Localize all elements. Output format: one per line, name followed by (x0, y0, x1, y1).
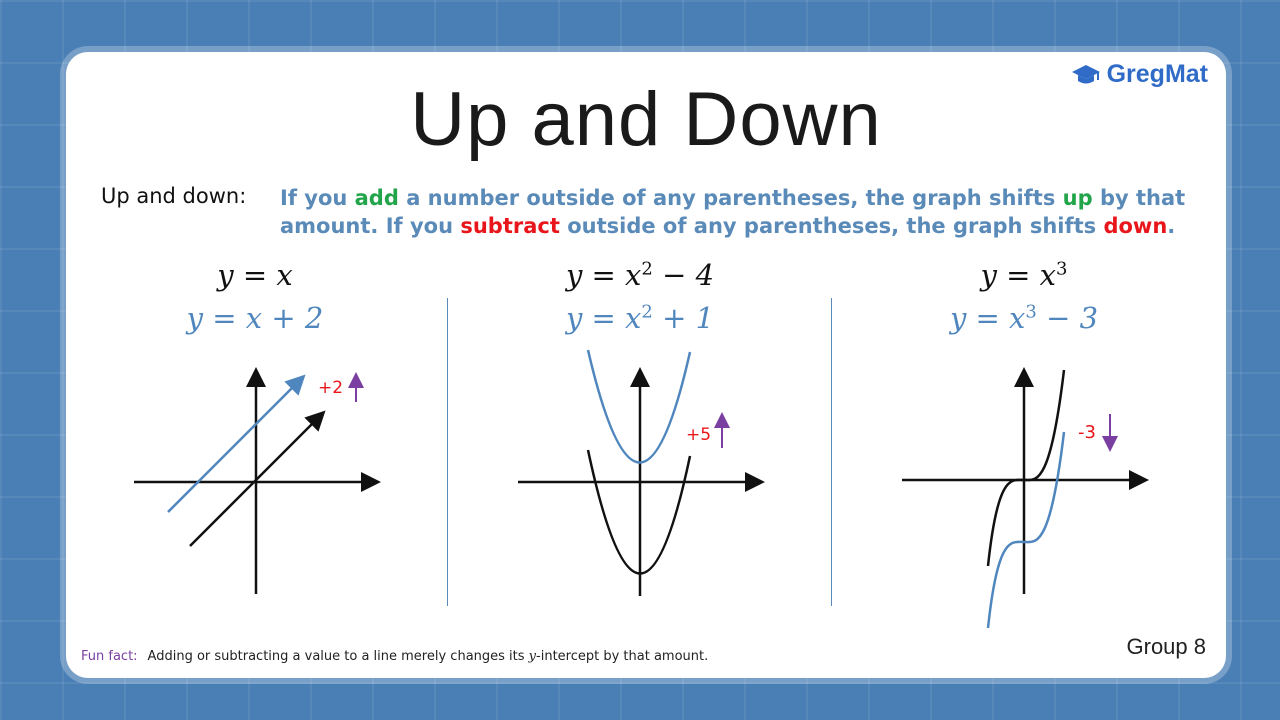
rule-word-subtract: subtract (460, 214, 560, 238)
panel-divider-1 (447, 298, 448, 606)
original-cubic (988, 370, 1064, 566)
shifted-cubic (988, 432, 1064, 628)
rule-text-4: outside of any parentheses, the graph shifts (559, 214, 1104, 238)
graph-linear (126, 362, 386, 602)
graph-cubic (894, 362, 1154, 632)
shifted-line (168, 378, 302, 512)
shift-label: +5 (686, 425, 712, 445)
rule-text-1: If you (280, 186, 355, 210)
slide-card (66, 52, 1226, 678)
logo-text: GregMat (1106, 60, 1208, 88)
panel-1-shifted-equation: y = x + 2 (186, 301, 324, 335)
panel-3-shifted-equation: $y = x^3 - 3$ (949, 301, 1099, 335)
fun-fact-text-1: Adding or subtracting a value to a line merely changes its (147, 649, 529, 664)
rule-word-add: add (354, 186, 399, 210)
rule-text-2: a number outside of any parentheses, the graph shifts (398, 186, 1063, 210)
panel-3-original-equation: $y = x^3$ (980, 258, 1068, 292)
panel-divider-2 (831, 298, 832, 606)
slide-title: Up and Down (410, 77, 882, 162)
fun-fact (81, 649, 708, 664)
graph-quadratic (510, 348, 770, 608)
shift-label: -3 (1078, 422, 1096, 443)
rule-text (280, 184, 1200, 240)
panel-2-shifted-equation: $y = x^2 + 1$ (565, 301, 715, 335)
fun-fact-variable: y (528, 649, 537, 664)
rule-label: Up and down: (101, 184, 247, 208)
rule-word-up: up (1062, 186, 1093, 210)
rule-text-5: . (1167, 214, 1176, 238)
rule-word-down: down (1103, 214, 1168, 238)
shift-label: +2 (318, 378, 344, 398)
rule-text-3: by that amount. If you (280, 186, 1186, 238)
panel-2-original-equation: $y = x^2 - 4$ (565, 258, 715, 292)
fun-fact-text-2: -intercept by that amount. (536, 649, 709, 664)
group-label: Group 8 (1126, 634, 1206, 659)
panel-1-original-equation: y = x (217, 258, 293, 292)
fun-fact-label: Fun fact: (81, 649, 138, 664)
